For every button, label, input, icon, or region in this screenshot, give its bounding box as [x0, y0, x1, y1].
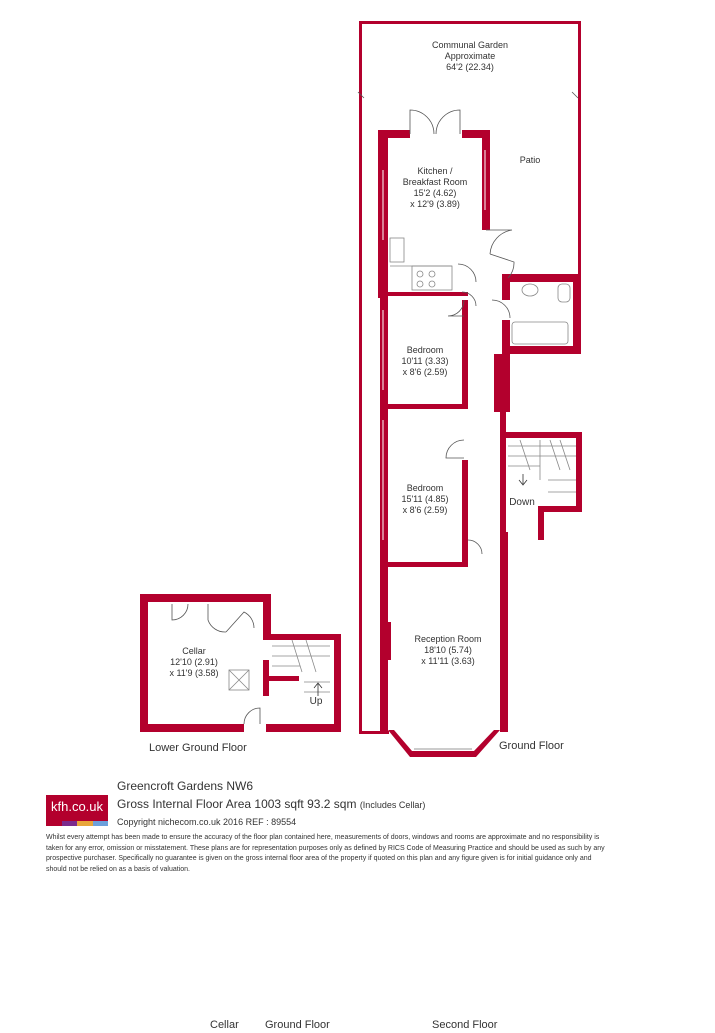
bedroom1-wall-top [380, 292, 468, 296]
corridor-wall-right-b [500, 412, 506, 532]
bathroom-wall-bottom [502, 346, 581, 354]
tab-second-floor[interactable]: Second Floor [432, 1019, 498, 1031]
patio-name: Patio [519, 155, 541, 165]
stair-wall-top [500, 432, 582, 438]
cellar-stair-wall-top [263, 634, 341, 640]
bedroom1-label [388, 345, 462, 378]
tab-cellar[interactable]: Cellar [210, 1019, 239, 1031]
kitchen-label [388, 166, 482, 210]
bedroom-divider [380, 404, 468, 409]
garden-label [400, 40, 540, 73]
disclaimer: Whilst every attempt has been made to ensure the accuracy of the floor plan contained here, measurements of doors, windows and rooms are approximate and no responsibility is taken for any error, omission or misstatement. These plans are for representation purposes only as defined by RICS Code of Measuring Practice and should be used as such by any prospective purchaser. Specifically no guarantee is given on the gross internal floor area of the property if quoted on this plan and any figure given is for initial guidance only and should not be relied on as a basis of valuation. [46, 834, 605, 873]
stair-wall-inner [538, 506, 544, 540]
tab-ground-floor[interactable]: Ground Floor [265, 1019, 330, 1031]
reception-size2: x 11'11 (3.63) [421, 656, 475, 666]
bedroom2-wall-right [462, 460, 468, 566]
garden-name: Communal Garden [431, 40, 509, 50]
cellar-stair-wall-bottom [266, 724, 341, 732]
bedroom1-size2: x 8'6 (2.59) [402, 367, 448, 377]
cellar-size2: x 11'9 (3.58) [169, 668, 219, 678]
property-address: Greencroft Gardens NW6 [117, 779, 254, 793]
logo-color-bars [46, 821, 108, 826]
cellar-wall-bottom [140, 724, 244, 732]
bedroom2-size2: x 8'6 (2.59) [402, 505, 448, 515]
reception-name: Reception Room [414, 634, 482, 644]
garden-outline-top [359, 21, 581, 24]
kfh-logo [46, 795, 108, 826]
bedroom2-label [388, 483, 462, 516]
cellar-label [156, 646, 232, 679]
copyright: Copyright nichecom.co.uk 2016 REF : 89554 [117, 817, 297, 827]
cellar-stair-divider [263, 676, 299, 681]
bathroom-wall-top [502, 274, 581, 282]
bedroom1-name: Bedroom [406, 345, 444, 355]
reception-wall-right [500, 532, 508, 732]
bedroom2-wall-bottom [380, 562, 468, 567]
garden-outline-right [578, 21, 581, 276]
floor-area-text: Gross Internal Floor Area 1003 sqft 93.2 sqm [117, 797, 357, 811]
floor-area-note: (Includes Cellar) [359, 800, 426, 810]
stair-wall-bottom [540, 506, 582, 512]
kitchen-size2: x 12'9 (3.89) [410, 199, 460, 209]
ground-floor-title: Ground Floor [499, 740, 564, 752]
garden-sub: Approximate [444, 51, 496, 61]
bathroom-wall-right [573, 274, 581, 354]
garden-outline-left [359, 21, 362, 734]
reception-bay-window [388, 730, 500, 757]
cellar-name: Cellar [182, 646, 206, 656]
bedroom1-size1: 10'11 (3.33) [401, 356, 449, 366]
reception-label [396, 634, 500, 667]
kitchen-name: Kitchen / [417, 166, 453, 176]
reception-fireplace [386, 622, 391, 660]
cellar-wall-left [140, 594, 148, 732]
corridor-wall-right-a [494, 354, 510, 412]
reception-size1: 18'10 (5.74) [424, 645, 472, 655]
cellar-size1: 12'10 (2.91) [170, 657, 218, 667]
bedroom2-size1: 15'11 (4.85) [401, 494, 449, 504]
bedroom2-name: Bedroom [406, 483, 444, 493]
garden-size: 64'2 (22.34) [446, 62, 494, 72]
bathroom-wall-left-low [502, 320, 510, 354]
lower-ground-floor-title: Lower Ground Floor [149, 742, 247, 754]
stair-wall-right [576, 432, 582, 512]
stairs-down-label: Down [509, 497, 535, 508]
logo-text: kfh.co.uk [50, 799, 104, 814]
cellar-stair-wall-right [334, 634, 341, 732]
kitchen-name2: Breakfast Room [402, 177, 468, 187]
kitchen-size1: 15'2 (4.62) [413, 188, 457, 198]
kitchen-wall-top-left [378, 130, 410, 138]
bedroom2-wall-left [380, 404, 388, 566]
cellar-wall-right [263, 594, 271, 634]
stairs-up-label: Up [309, 696, 323, 707]
bedroom1-wall-left [380, 292, 388, 408]
cellar-wall-top [140, 594, 271, 602]
bathroom-wall-left [502, 274, 510, 300]
patio-label [510, 155, 550, 166]
floor-area [117, 797, 425, 811]
kitchen-wall-right [482, 130, 490, 230]
